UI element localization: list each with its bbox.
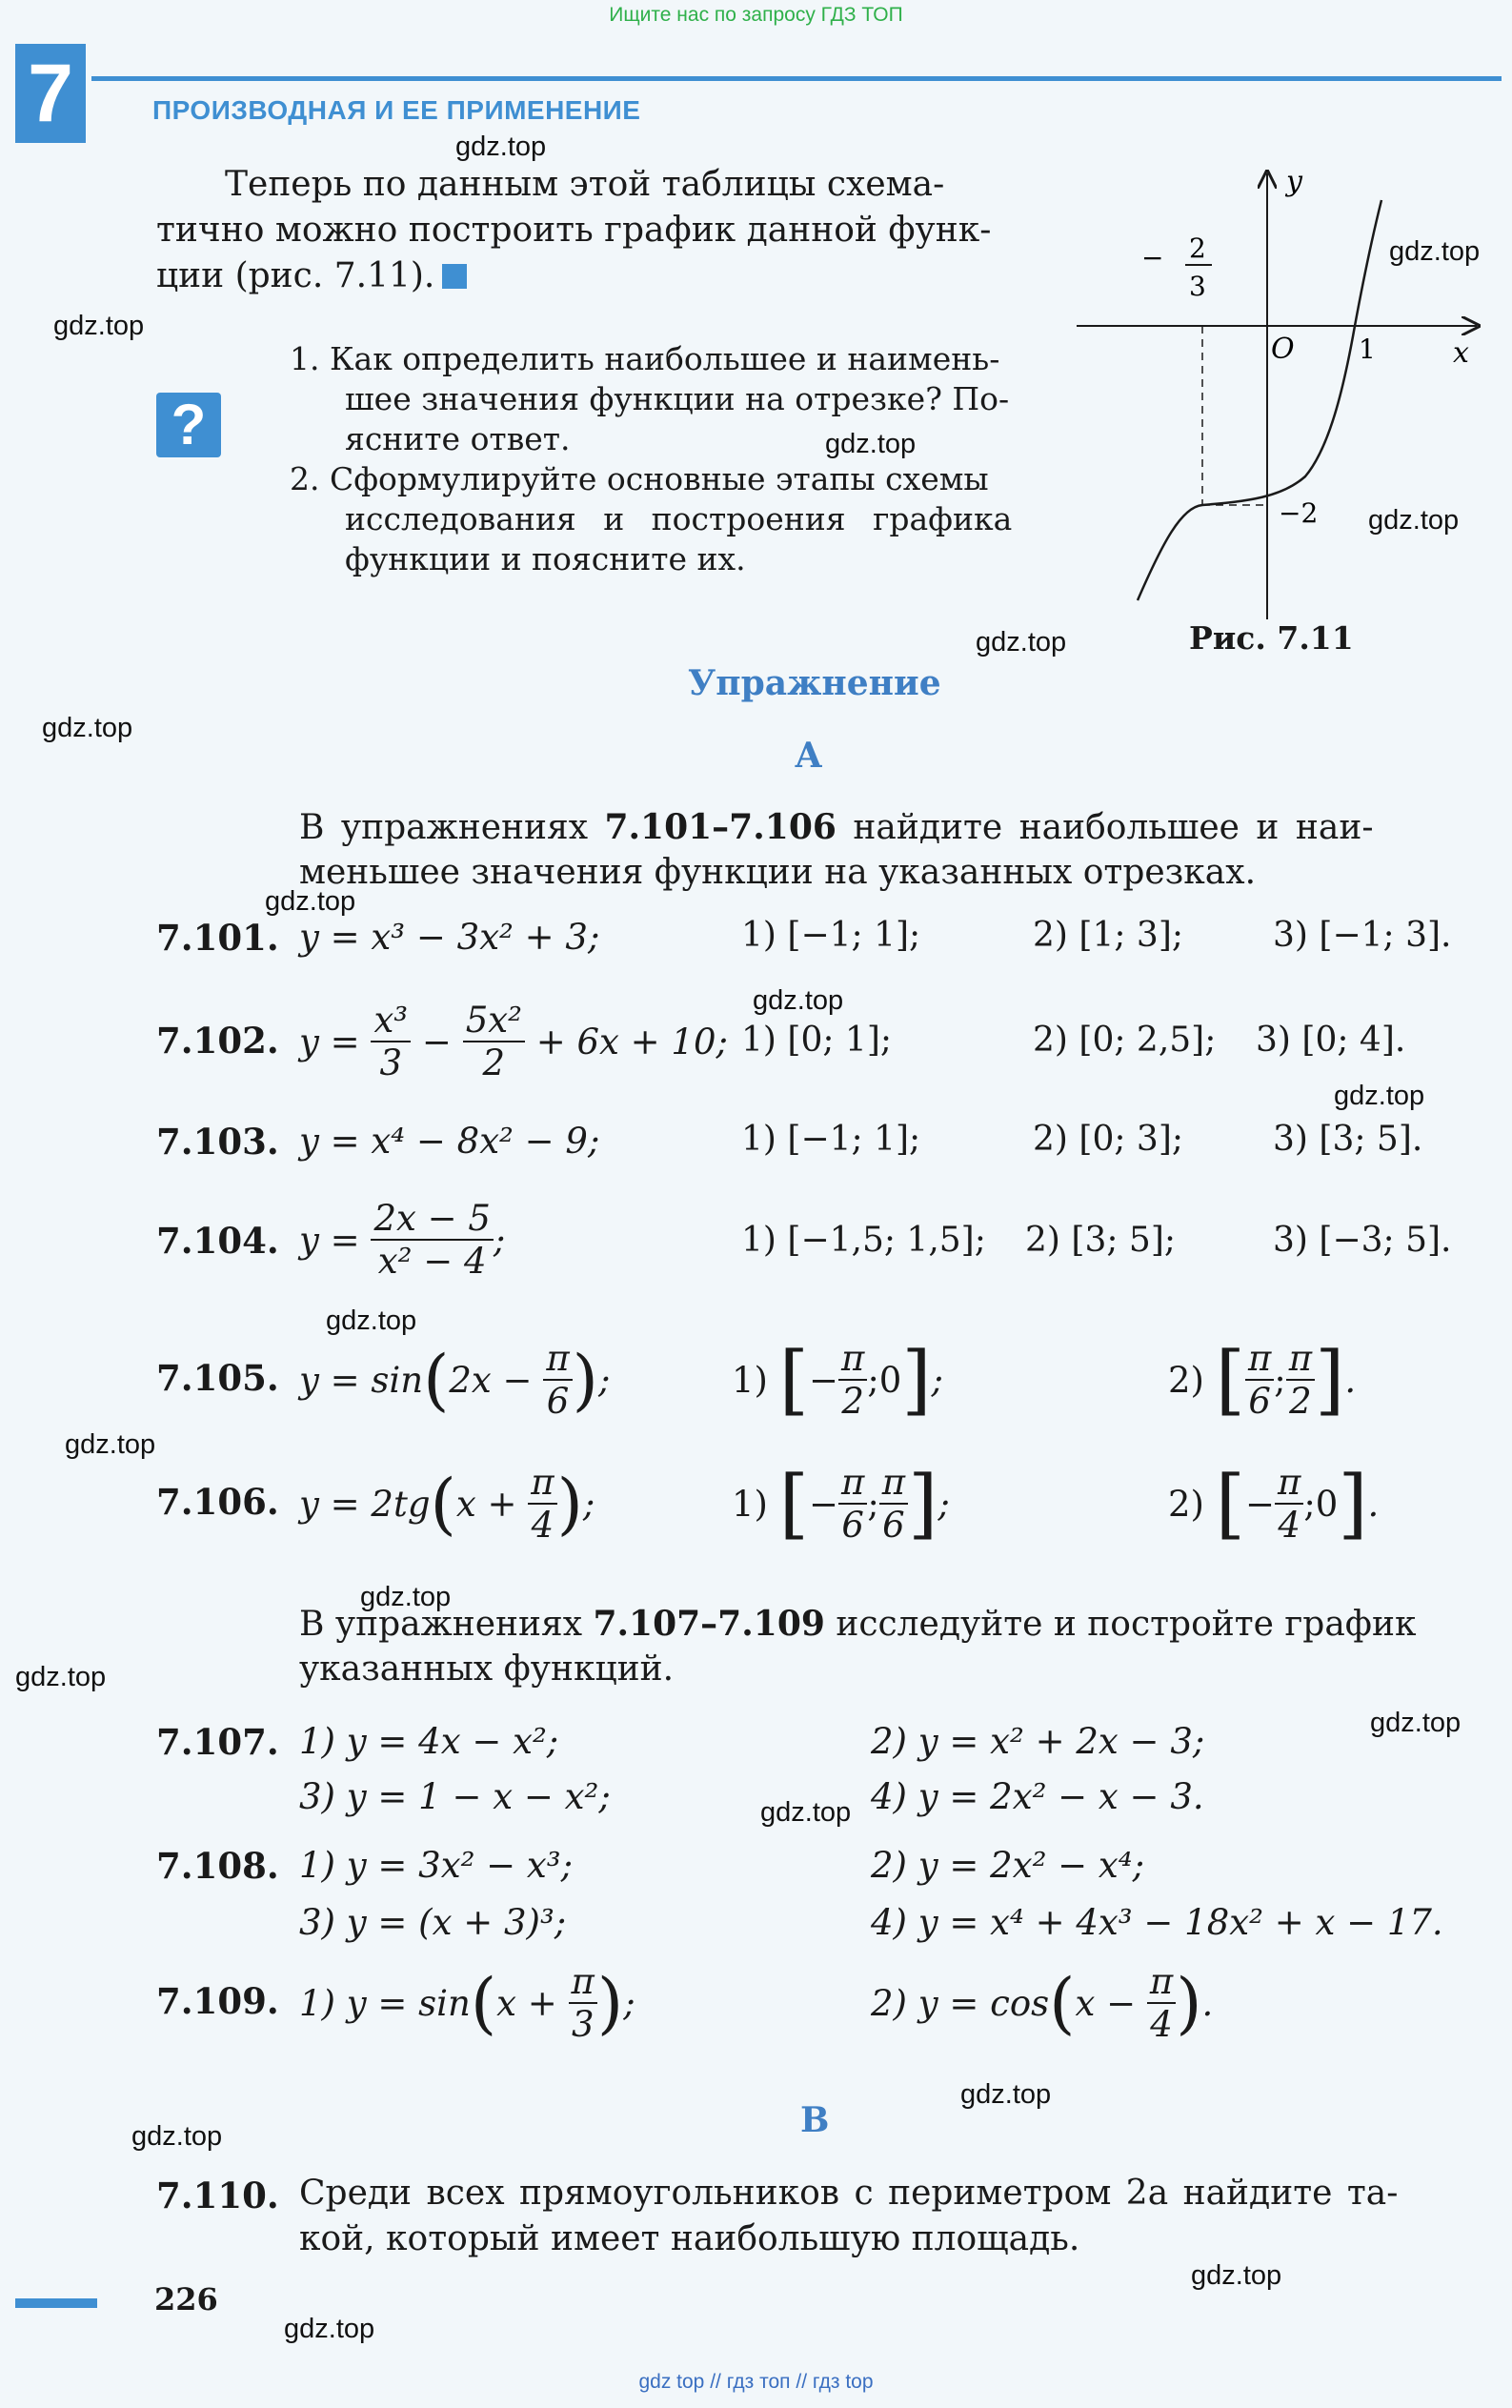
instruction-1-line-1: В упражнениях 7.101–7.106 найдите наибольшее и наи- — [299, 807, 1374, 847]
watermark: gdz.top — [326, 1305, 417, 1336]
interval-2: 2) [ $\frac{\pi}{6}$ ; $\frac{\pi}{2}$ ] . — [1168, 1335, 1357, 1424]
watermark: gdz.top — [1370, 1708, 1462, 1738]
tick-frac-den: 3 — [1189, 271, 1206, 302]
function-4: 4) y = 2x² − x − 3. — [871, 1776, 1204, 1817]
y-axis-label: y — [1286, 165, 1302, 198]
interval-3: 3) [0; 4]. — [1256, 1021, 1406, 1060]
function-3: 3) y = 1 − x − x²; — [299, 1776, 611, 1817]
instruction-1-line-2: меньшее значения функции на указанных отрезках. — [299, 853, 1257, 892]
exercise-text-line-2: кой, который имеет наибольшую площадь. — [299, 2219, 1080, 2258]
interval-2: 2) [1; 3]; — [1033, 916, 1183, 955]
function-2: 2) y = x² + 2x − 3; — [871, 1721, 1205, 1762]
end-of-proof-icon — [442, 264, 467, 289]
interval-3: 3) [3; 5]. — [1273, 1120, 1423, 1159]
exercise-7-101: 7.101. — [156, 917, 279, 959]
section-a: А — [795, 736, 823, 776]
top-banner: Ищите нас по запросу ГДЗ ТОП — [609, 4, 903, 26]
watermark: gdz.top — [42, 713, 133, 743]
function-4: 4) y = x⁴ + 4x³ − 18x² + x − 17. — [871, 1902, 1443, 1943]
watermark: gdz.top — [455, 132, 547, 162]
exercise-7-109: 7.109. — [156, 1980, 279, 2022]
origin-label: O — [1271, 333, 1295, 366]
formula: y = 2tg ( x + $\frac{\pi}{4}$ ) ; — [299, 1462, 595, 1546]
interval-2: 2) [3; 5]; — [1025, 1221, 1176, 1260]
page-number: 226 — [154, 2281, 218, 2317]
x-axis-label: x — [1453, 336, 1469, 370]
interval-1: 1) [−1,5; 1,5]; — [741, 1221, 986, 1260]
watermark: gdz.top — [131, 2121, 223, 2152]
interval-1: 1) [ − $\frac{\pi}{6}$ ; $\frac{\pi}{6}$ ] ; — [732, 1459, 950, 1548]
interval-1: 1) [ − $\frac{\pi}{2}$ ;0 ] ; — [732, 1335, 944, 1424]
exercise-7-107: 7.107. — [156, 1721, 279, 1763]
chapter-title: ПРОИЗВОДНАЯ И ЕЕ ПРИМЕНЕНИЕ — [152, 95, 641, 125]
formula: y = $\frac{\text{x³}}{3}$ − $\frac{\text{5x²}}{2}$ + 6x + 10; — [299, 1000, 728, 1083]
interval-2: 2) [ − $\frac{\pi}{4}$ ;0 ] . — [1168, 1459, 1380, 1548]
watermark: gdz.top — [1389, 236, 1481, 267]
formula: y = sin ( 2x − $\frac{\pi}{6}$ ) ; — [299, 1338, 611, 1422]
watermark: gdz.top — [284, 2314, 375, 2344]
intro-line-3: ции (рис. 7.11). — [156, 253, 467, 299]
question-icon: ? — [156, 393, 221, 457]
watermark: gdz.top — [1368, 505, 1460, 536]
watermark: gdz.top — [1191, 2260, 1282, 2291]
watermark: gdz.top — [53, 311, 145, 341]
tick-minus: − — [1141, 242, 1164, 273]
watermark: gdz.top — [976, 627, 1067, 658]
question-2: 2. Сформулируйте основные этапы схемы исследования и построения графика функции и поясните их. — [290, 460, 1013, 577]
watermark: gdz.top — [1334, 1081, 1425, 1111]
intro-line-1: Теперь по данным этой таблицы схема- — [225, 165, 945, 204]
function-2: 2) y = 2x² − x⁴; — [871, 1845, 1145, 1886]
question-1: 1. Как определить наибольшее и наимень- шее значения функции на отрезке? По- ясните ответ. — [290, 340, 1010, 457]
section-b: В — [800, 2100, 830, 2140]
exercise-7-110: 7.110. — [156, 2175, 279, 2216]
watermark: gdz.top — [15, 1662, 107, 1692]
exercise-title: Упражнение — [688, 663, 941, 703]
watermark: gdz.top — [960, 2079, 1052, 2110]
chapter-number: 7 — [15, 44, 86, 143]
exercise-7-108: 7.108. — [156, 1845, 279, 1887]
bottom-banner: gdz top // гдз топ // гдз top — [638, 2371, 874, 2393]
exercise-7-104: 7.104. — [156, 1220, 279, 1262]
intro-line-2: тично можно построить график данной функ- — [156, 211, 992, 250]
watermark: gdz.top — [265, 886, 356, 917]
exercise-7-102: 7.102. — [156, 1020, 279, 1062]
watermark: gdz.top — [753, 985, 844, 1016]
header-rule — [91, 76, 1502, 81]
interval-1: 1) [−1; 1]; — [741, 916, 921, 955]
exercise-7-106: 7.106. — [156, 1481, 279, 1523]
formula: y = x⁴ − 8x² − 9; — [299, 1121, 600, 1162]
figure-7-11 — [1067, 162, 1486, 658]
tick-frac-num: 2 — [1189, 233, 1206, 264]
watermark: gdz.top — [825, 429, 917, 459]
figure-caption: Рис. 7.11 — [1189, 619, 1354, 657]
function-graph — [1138, 200, 1381, 600]
exercise-7-103: 7.103. — [156, 1121, 279, 1163]
watermark: gdz.top — [760, 1797, 852, 1828]
formula: y = $\frac{2x - 5}{\text{x² − 4}}$ ; — [299, 1198, 506, 1282]
tick-one: 1 — [1359, 334, 1376, 365]
function-1: 1) y = 3x² − x³; — [299, 1845, 574, 1886]
interval-3: 3) [−3; 5]. — [1273, 1221, 1452, 1260]
interval-1: 1) [−1; 1]; — [741, 1120, 921, 1159]
instruction-2-line-2: указанных функций. — [299, 1649, 675, 1689]
function-1: 1) y = 4x − x²; — [299, 1721, 559, 1762]
watermark: gdz.top — [65, 1429, 156, 1460]
exercise-text-line-1: Среди всех прямоугольников с периметром 2a найдите та- — [299, 2174, 1399, 2213]
interval-1: 1) [0; 1]; — [741, 1021, 892, 1060]
function-1: 1) y = sin ( x + $\frac{\pi}{3}$ ) ; — [299, 1961, 635, 2045]
tick-neg-two: −2 — [1279, 497, 1319, 529]
watermark: gdz.top — [360, 1582, 452, 1612]
interval-3: 3) [−1; 3]. — [1273, 916, 1452, 955]
interval-2: 2) [0; 3]; — [1033, 1120, 1183, 1159]
instruction-2-line-1: В упражнениях 7.107–7.109 исследуйте и постройте график — [299, 1604, 1417, 1644]
interval-2: 2) [0; 2,5]; — [1033, 1021, 1217, 1060]
function-3: 3) y = (x + 3)³; — [299, 1902, 567, 1943]
exercise-7-105: 7.105. — [156, 1357, 279, 1399]
formula: y = x³ − 3x² + 3; — [299, 917, 600, 958]
function-2: 2) y = cos ( x − $\frac{\pi}{4}$ ) . — [871, 1961, 1214, 2045]
footer-stripe — [15, 2298, 97, 2308]
